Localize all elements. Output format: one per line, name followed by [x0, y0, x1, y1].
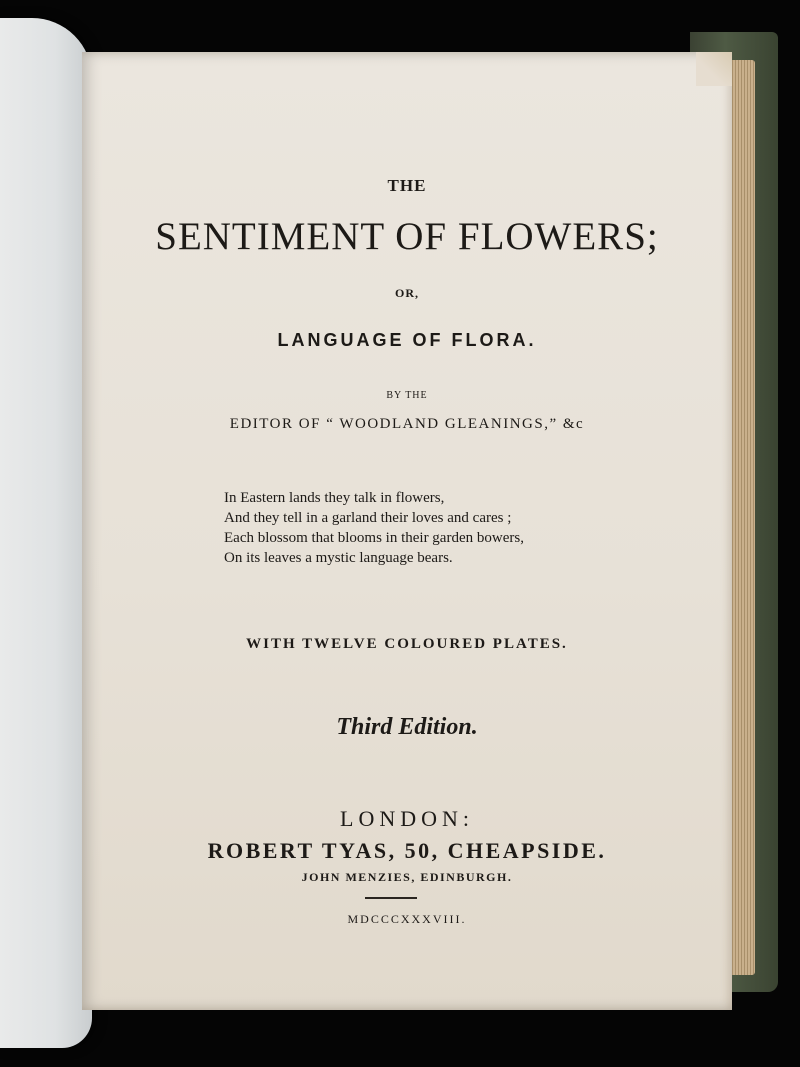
publication-year: MDCCCXXXVIII.: [347, 912, 467, 926]
poem-line: Each blossom that blooms in their garden bowers,: [224, 530, 524, 546]
main-title: SENTIMENT OF FLOWERS;: [155, 215, 659, 258]
poem-line: On its leaves a mystic language bears.: [224, 550, 453, 566]
poem-line: In Eastern lands they talk in flowers,: [224, 490, 445, 506]
plates-note: WITH TWELVE COLOURED PLATES.: [246, 636, 568, 652]
imprint-city: LONDON:: [340, 806, 474, 831]
subtitle: LANGUAGE OF FLORA.: [277, 330, 537, 350]
divider-rule: [365, 897, 417, 899]
co-publisher: JOHN MENZIES, EDINBURGH.: [301, 870, 513, 884]
title-article: THE: [387, 176, 427, 195]
editor-credit: EDITOR OF “ WOODLAND GLEANINGS,” &c: [229, 416, 585, 432]
epigraph-poem: [224, 488, 524, 568]
edition: Third Edition.: [336, 714, 478, 740]
left-page: [0, 18, 92, 1048]
by-the: BY THE: [386, 390, 428, 401]
title-or: OR,: [395, 286, 419, 300]
poem-line: And they tell in a garland their loves and cares ;: [224, 510, 512, 526]
page-corner-fold: [696, 52, 732, 86]
title-page: [82, 52, 732, 1010]
publisher: ROBERT TYAS, 50, CHEAPSIDE.: [207, 838, 607, 863]
